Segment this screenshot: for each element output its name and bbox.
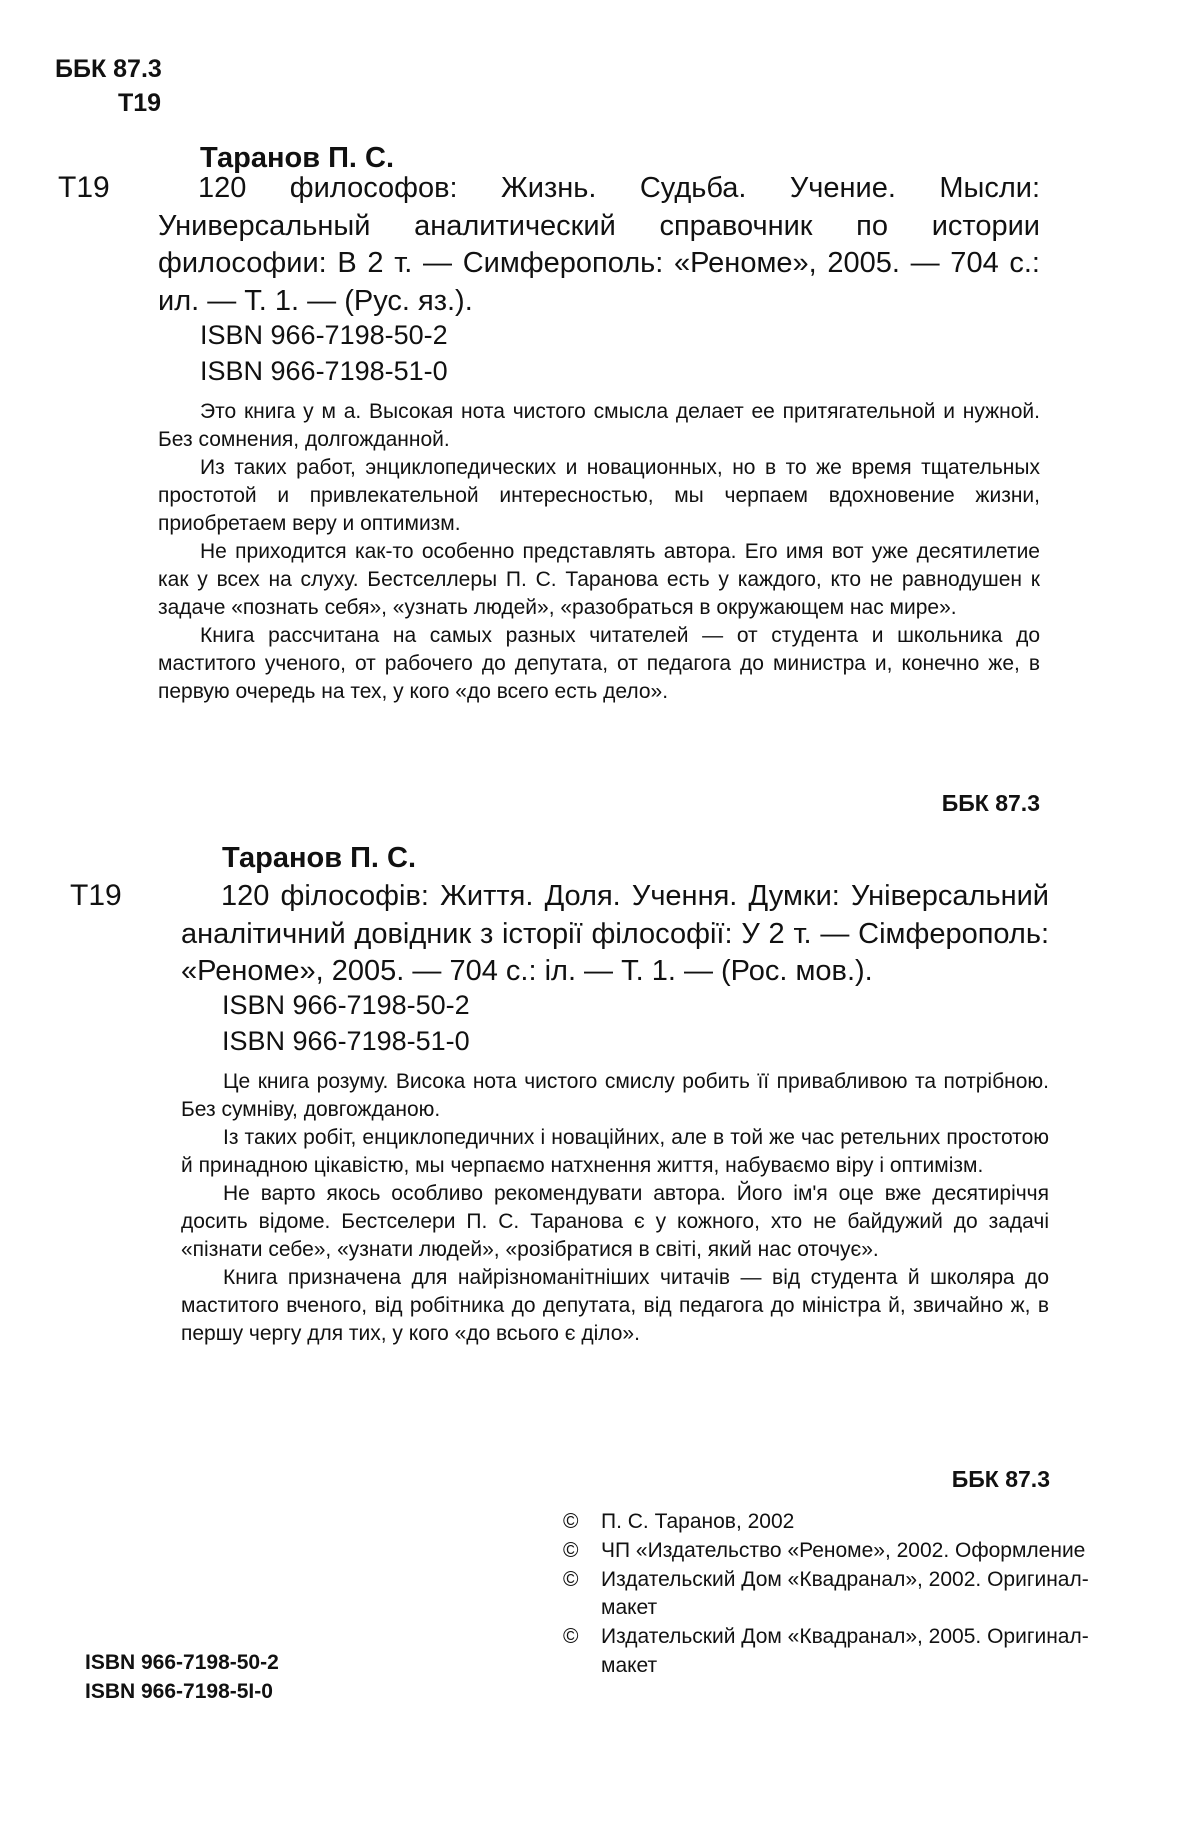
ua-bibliographic-description: 120 філософів: Життя. Доля. Учення. Думки: Універсальний аналітичний довідник з історії філософії: У 2 т. — Сімферополь: «Реноме», 2005. — 704 с.: іл. — Т. 1. — (Рос. мов.). [181,880,1049,987]
ru-isbn-1: ISBN 966-7198-50-2 [200,320,448,350]
bottom-isbn-list [85,1648,279,1706]
copyright-item: © Издательский Дом «Квадранал», 2002. Оригинал-макет [563,1566,1103,1624]
ru-annotation-paragraph: Книга рассчитана на самых разных читателей — от студента и школьника до маститого ученого, от рабочего до депутата, от педагога до министра и, конечно же, в первую очередь на тех, у кого «до всего есть дело». [158,624,1040,703]
ua-isbn-2: ISBN 966-7198-51-0 [222,1026,470,1056]
ru-annotation [158,398,1040,706]
ru-isbn-2: ISBN 966-7198-51-0 [200,356,448,386]
ru-bbk: ББК 87.3 [941,790,1040,816]
copyright-list [563,1508,1103,1681]
ua-author: Таранов П. С. [222,842,417,874]
copyright-item: © Издательский Дом «Квадранал», 2005. Оригинал-макет [563,1623,1103,1681]
copyright-icon: © [563,1567,579,1591]
author-code: Т19 [118,89,162,117]
ua-isbn-list [222,987,470,1059]
ua-code: Т19 [70,879,122,912]
copyright-icon: © [563,1510,579,1533]
bottom-isbn-1: ISBN 966-7198-50-2 [85,1651,279,1674]
ua-annotation-paragraph: Книга призначена для найрізноманітніших читачів — від студента й школяра до маститого вченого, від робітника до депутата, від педагога до міністра й, звичайно ж, в першу чергу для тих, у кого «до всього є діло». [181,1266,1049,1345]
copyright-icon: © [563,1625,579,1649]
ua-annotation-paragraph: Не варто якось особливо рекомендувати автора. Його ім'я оце вже десятиріччя досить відоме. Бестселери П. С. Таранова є у кожного, хто не байдужий до задачі «пізнати себе», «узнати людей», «розібратися в світі, який нас оточує». [181,1182,1049,1261]
ua-bbk: ББК 87.3 [951,1466,1050,1492]
ru-annotation-paragraph: Из таких работ, энциклопедических и новационных, но в то же время тщательных простотой и привлекательной интересностью, мы черпаем вдохновение жизни, приобретаем веру и оптимизм. [158,456,1040,535]
ru-author: Таранов П. С. [200,142,395,174]
ua-annotation [181,1068,1049,1348]
bottom-isbn-2: ISBN 966-7198-5І-0 [85,1680,273,1703]
ru-annotation-paragraph: Не приходится как-то особенно представлять автора. Его имя вот уже десятилетие как у всех на слуху. Бестселлеры П. С. Таранова есть у каждого, кто не равнодушен к задаче «познать себя», «узнать людей», «разобраться в окружающем нас мире». [158,540,1040,619]
ua-isbn-1: ISBN 966-7198-50-2 [222,990,470,1020]
ru-isbn-list [200,317,448,389]
copyright-icon: © [563,1538,579,1562]
ua-annotation-paragraph: Із таких робіт, енциклопедичних і новаційних, але в той же час ретельних простотою й принадною цікавістю, мы черпаємо натхнення життя, набуваємо віру і оптимізм. [181,1126,1049,1177]
ru-bibliographic-description: 120 философов: Жизнь. Судьба. Учение. Мысли: Универсальный аналитический справочник по истории философии: В 2 т. — Симферополь: «Реноме», 2005. — 704 с.: ил. — Т. 1. — (Рус. яз.). [158,172,1040,317]
ru-code: Т19 [58,171,110,204]
copyright-item: © ЧП «Издательство «Реноме», 2002. Оформление [563,1537,1103,1566]
ru-annotation-paragraph: Это книга у м а. Высокая нота чистого смысла делает ее притягательной и нужной. Без сомнения, долгожданной. [158,400,1040,451]
ua-annotation-paragraph: Це книга розуму. Висока нота чистого смислу робить її привабливою та потрібною. Без сумніву, довгожданою. [181,1070,1049,1121]
bbk-code: ББК 87.3 [55,55,162,83]
copyright-item: © П. С. Таранов, 2002 [563,1508,1103,1537]
